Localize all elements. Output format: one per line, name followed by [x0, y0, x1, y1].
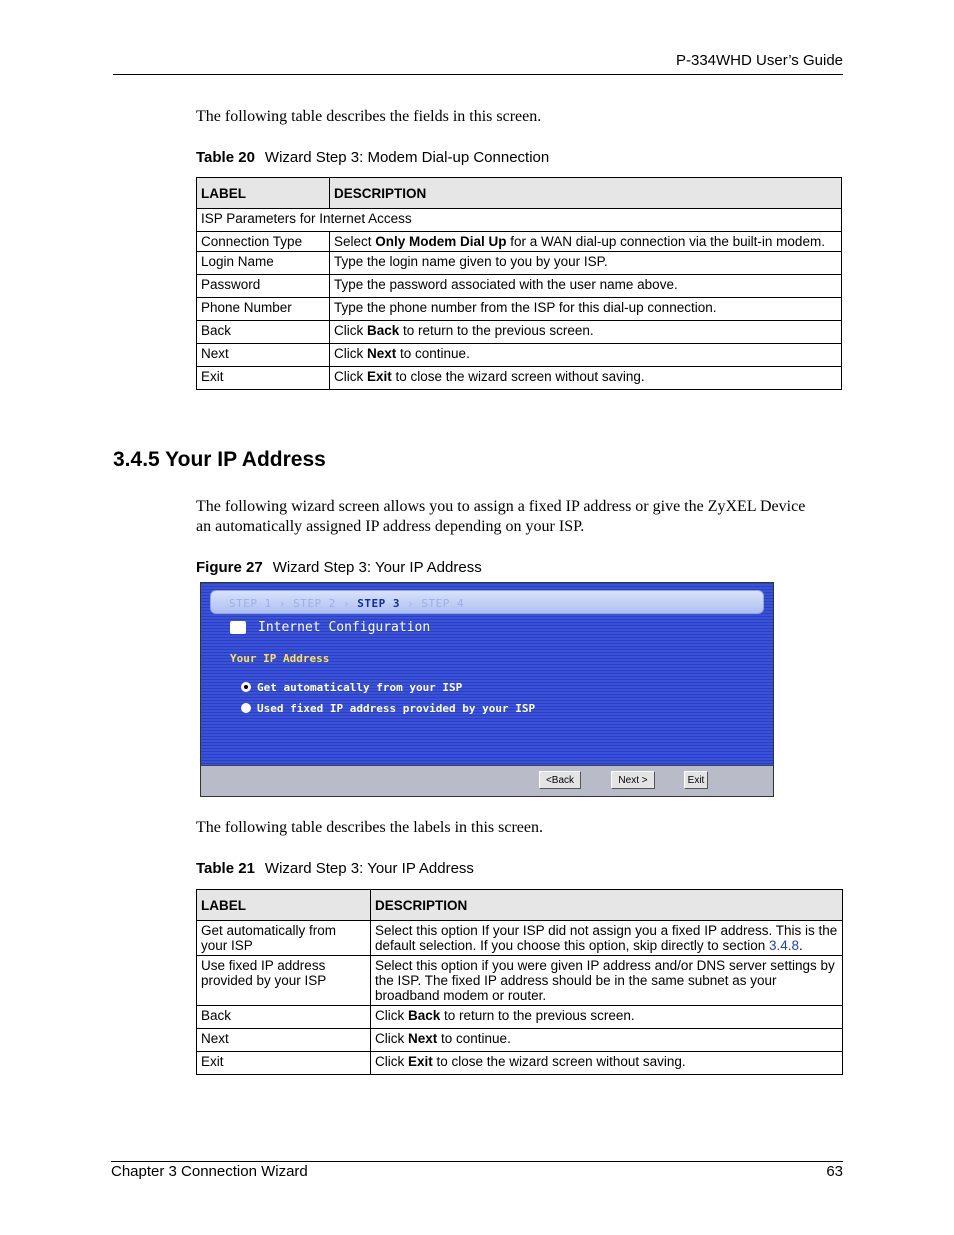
- wizard-title: Internet Configuration: [258, 620, 431, 635]
- col-description-header: DESCRIPTION: [330, 178, 842, 209]
- figure-27-caption: [196, 559, 482, 576]
- caption-number: Table 20: [196, 149, 255, 166]
- folder-icon: [230, 621, 246, 634]
- radio-icon[interactable]: [241, 703, 251, 713]
- step-2: STEP 2: [293, 597, 336, 610]
- col-description-header: DESCRIPTION: [371, 890, 843, 921]
- col-label-header: LABEL: [197, 178, 330, 209]
- row-label: Use fixed IP address provided by your ISP: [197, 956, 371, 1006]
- table-section-row: [197, 209, 842, 232]
- table-header-row: [197, 890, 843, 921]
- table-row: [197, 252, 842, 275]
- button-bar: [201, 765, 773, 796]
- caption-text: Wizard Step 3: Your IP Address: [264, 860, 474, 877]
- exit-button[interactable]: Exit: [684, 771, 708, 789]
- back-button[interactable]: <Back: [539, 771, 581, 789]
- page-footer: [111, 1161, 843, 1180]
- option-fixed[interactable]: [241, 702, 535, 715]
- row-label: Phone Number: [197, 298, 330, 321]
- table-row: [197, 275, 842, 298]
- guide-title: P-334WHD User’s Guide: [676, 52, 843, 69]
- row-description: Type the phone number from the ISP for this dial-up connection.: [330, 298, 842, 321]
- row-description: Type the login name given to you by your ISP.: [330, 252, 842, 275]
- option-auto-label: Get automatically from your ISP: [257, 681, 463, 694]
- row-label: Exit: [197, 367, 330, 390]
- table-row: [197, 1029, 843, 1052]
- caption-text: Wizard Step 3: Modem Dial-up Connection: [264, 149, 550, 166]
- intro-paragraph-2: The following wizard screen allows you to assign a fixed IP address or give the ZyXEL Device an automatically assigned IP address depending on your ISP.: [196, 498, 806, 535]
- step-4: STEP 4: [421, 597, 465, 610]
- radio-selected-icon[interactable]: [241, 682, 251, 692]
- row-label: Back: [197, 1006, 371, 1029]
- group-label: Your IP Address: [230, 652, 330, 665]
- row-label: Get automatically from your ISP: [197, 921, 371, 956]
- table-row: [197, 344, 842, 367]
- table-header-row: [197, 178, 842, 209]
- intro-paragraph-1: The following table describes the fields in this screen.: [196, 108, 542, 125]
- table-20-caption: [196, 149, 549, 166]
- row-label: Login Name: [197, 252, 330, 275]
- caption-number: Table 21: [196, 860, 255, 877]
- page-number: 63: [826, 1163, 843, 1180]
- table-row: [197, 956, 843, 1006]
- row-description: Click Next to continue.: [371, 1029, 843, 1052]
- option-auto[interactable]: [241, 681, 462, 694]
- caption-text: Wizard Step 3: Your IP Address: [272, 559, 482, 576]
- section-link[interactable]: 3.4.8: [768, 938, 799, 953]
- row-description: Click Exit to close the wizard screen without saving.: [330, 367, 842, 390]
- table-row: [197, 321, 842, 344]
- row-description: Type the password associated with the user name above.: [330, 275, 842, 298]
- intro-paragraph-3: The following table describes the labels in this screen.: [196, 819, 544, 836]
- row-label: Password: [197, 275, 330, 298]
- table-row: [197, 1052, 843, 1075]
- step-1: STEP 1: [229, 597, 272, 610]
- table-row: [197, 367, 842, 390]
- section-cell: ISP Parameters for Internet Access: [197, 209, 842, 232]
- wizard-screenshot: [200, 582, 774, 797]
- row-label: Exit: [197, 1052, 371, 1075]
- next-button[interactable]: Next >: [611, 771, 655, 789]
- row-description: Click Back to return to the previous screen.: [330, 321, 842, 344]
- row-label: Back: [197, 321, 330, 344]
- table-21: [196, 889, 843, 1075]
- row-description: Click Next to continue.: [330, 344, 842, 367]
- row-description: Select this option If your ISP did not assign you a fixed IP address. This is the default selection. If you choose this option, skip directly to section 3.4.8.: [371, 921, 843, 956]
- page-header: [113, 52, 843, 75]
- option-fixed-label: Used fixed IP address provided by your ISP: [257, 702, 536, 715]
- step-3: STEP 3: [357, 597, 400, 610]
- col-label-header: LABEL: [197, 890, 371, 921]
- row-label: Connection Type: [197, 232, 330, 252]
- row-description: Click Back to return to the previous screen.: [371, 1006, 843, 1029]
- table-row: [197, 921, 843, 956]
- table-row: [197, 298, 842, 321]
- table-row: [197, 1006, 843, 1029]
- table-20: [196, 177, 842, 390]
- row-label: Next: [197, 344, 330, 367]
- row-description: Select Only Modem Dial Up for a WAN dial-up connection via the built-in modem.: [330, 232, 842, 252]
- row-label: Next: [197, 1029, 371, 1052]
- section-heading: 3.4.5 Your IP Address: [113, 448, 326, 471]
- table-21-caption: [196, 860, 474, 877]
- wizard-step-bar: STEP 1 › STEP 2 › STEP 3 › STEP 4: [210, 590, 764, 614]
- table-row: [197, 232, 842, 252]
- chapter-title: Chapter 3 Connection Wizard: [111, 1163, 308, 1180]
- row-description: Select this option if you were given IP address and/or DNS server settings by the ISP. The fixed IP address should be in the same subnet as your broadband modem or router.: [371, 956, 843, 1006]
- caption-number: Figure 27: [196, 559, 263, 576]
- row-description: Click Exit to close the wizard screen without saving.: [371, 1052, 843, 1075]
